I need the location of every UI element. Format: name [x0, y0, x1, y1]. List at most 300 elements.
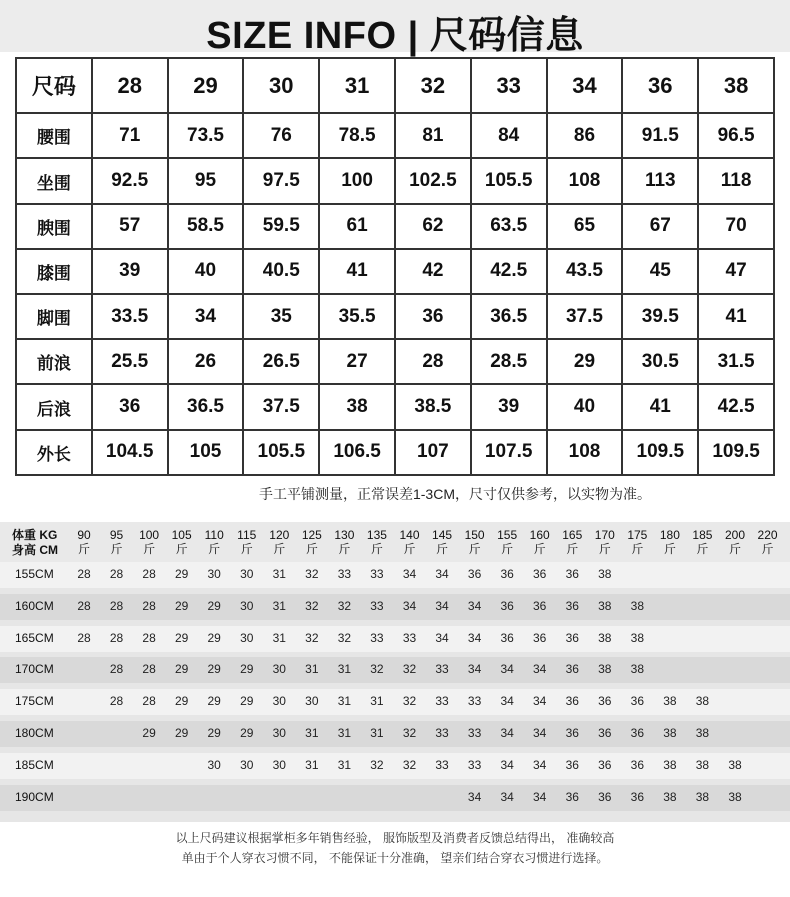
size-recommendation: 34 [500, 757, 514, 772]
measure-value: 47 [698, 249, 774, 294]
size-recommendation: 28 [109, 694, 124, 709]
size-recommendation: 28 [142, 567, 156, 581]
measure-label: 后浪 [16, 384, 92, 429]
footer-line: 以上尺码建议根据掌柜多年销售经验， 服饰版型及消费者反馈总结得出， 准确较高 [175, 831, 615, 845]
size-header-cell: 31 [319, 58, 395, 113]
measure-value: 38 [319, 384, 395, 429]
size-row [16, 384, 774, 429]
measure-value: 42.5 [698, 384, 774, 429]
measure-note: 手工平铺测量，正常误差1-3CM，尺寸仅供参考，以实物为准。 [258, 486, 651, 502]
size-recommendation: 33 [467, 757, 482, 772]
measure-value: 27 [319, 339, 395, 384]
size-recommendation: 36 [500, 598, 514, 613]
size-recommendation: 28 [142, 598, 156, 613]
measure-value: 37.5 [243, 384, 319, 429]
measure-value: 28 [395, 339, 471, 384]
height-label: 190CM [15, 789, 54, 804]
size-recommendation: 38 [598, 567, 612, 581]
weight-value: 125 [301, 528, 322, 542]
measure-value: 105.5 [243, 430, 319, 475]
measure-value: 40 [547, 384, 623, 429]
size-recommendation: 31 [337, 757, 352, 772]
size-recommendation: 31 [272, 567, 286, 581]
size-header-row [16, 58, 774, 113]
size-recommendation: 29 [174, 726, 189, 740]
size-recommendation: 31 [272, 630, 286, 645]
size-recommendation: 36 [565, 757, 579, 772]
weight-value: 140 [399, 528, 420, 542]
measure-value: 40 [168, 249, 244, 294]
measure-value: 105 [168, 430, 244, 475]
measure-value: 36 [395, 294, 471, 339]
measure-label: 膝围 [16, 249, 92, 294]
size-recommendation: 34 [533, 726, 547, 740]
size-recommendation: 34 [500, 726, 514, 740]
size-recommendation: 29 [240, 726, 254, 740]
size-recommendation: 34 [467, 789, 482, 804]
size-recommendation: 36 [598, 789, 612, 804]
size-header-cell: 38 [698, 58, 774, 113]
size-recommendation: 38 [663, 694, 677, 709]
measure-value: 45 [622, 249, 698, 294]
size-recommendation: 29 [207, 630, 221, 645]
size-recommendation: 33 [435, 662, 449, 677]
measure-value: 30.5 [622, 339, 698, 384]
size-recommendation: 28 [109, 567, 124, 581]
size-recommendation: 30 [240, 757, 254, 772]
size-recommendation: 33 [435, 757, 449, 772]
measure-value: 96.5 [698, 113, 774, 158]
size-recommendation: 29 [207, 726, 221, 740]
size-row [16, 430, 774, 475]
size-recommendation: 32 [337, 598, 352, 613]
size-header-cell: 30 [243, 58, 319, 113]
height-row [0, 657, 790, 683]
measure-value: 71 [92, 113, 168, 158]
size-recommendation: 33 [467, 694, 482, 709]
size-header-cell: 32 [395, 58, 471, 113]
weight-unit: 斤 [598, 542, 611, 556]
size-recommendation: 36 [533, 630, 547, 645]
size-recommendation: 30 [207, 567, 221, 581]
measure-value: 109.5 [698, 430, 774, 475]
measure-value: 58.5 [168, 204, 244, 249]
size-recommendation: 38 [695, 726, 710, 740]
size-recommendation: 31 [337, 694, 352, 709]
measure-label: 脚围 [16, 294, 92, 339]
measure-value: 35.5 [319, 294, 395, 339]
measure-value: 26.5 [243, 339, 319, 384]
size-recommendation: 29 [240, 694, 254, 709]
size-recommendation: 36 [630, 789, 645, 804]
size-recommendation: 36 [565, 726, 579, 740]
size-recommendation: 30 [272, 694, 286, 709]
weight-unit: 斤 [631, 542, 644, 556]
recommend-header [0, 522, 790, 562]
size-recommendation: 33 [402, 630, 417, 645]
height-label: 185CM [15, 757, 54, 772]
size-recommendation: 32 [370, 757, 384, 772]
size-table [15, 57, 775, 476]
size-recommendation: 31 [272, 598, 286, 613]
size-header-cell: 36 [622, 58, 698, 113]
weight-unit: 斤 [110, 542, 123, 556]
weight-value: 130 [334, 528, 355, 542]
size-recommendation: 36 [565, 598, 579, 613]
size-recommendation: 38 [663, 757, 677, 772]
height-label: 165CM [15, 630, 54, 645]
size-recommendation: 29 [174, 662, 189, 677]
measure-value: 35 [243, 294, 319, 339]
measure-value: 109.5 [622, 430, 698, 475]
size-recommendation: 32 [402, 726, 417, 740]
size-recommendation: 38 [663, 789, 677, 804]
size-recommendation: 36 [630, 694, 645, 709]
size-recommendation: 34 [467, 598, 482, 613]
weight-value: 180 [659, 528, 680, 542]
size-recommendation: 29 [174, 598, 189, 613]
size-recommendation: 29 [207, 662, 221, 677]
measure-value: 36.5 [471, 294, 547, 339]
measure-value: 41 [622, 384, 698, 429]
height-label: 160CM [15, 598, 54, 613]
size-recommendation: 36 [500, 567, 514, 581]
corner-label [12, 528, 58, 558]
size-recommendation: 36 [533, 567, 547, 581]
measure-value: 59.5 [243, 204, 319, 249]
weight-value: 200 [724, 528, 746, 542]
page-title: SIZE INFO | 尺码信息 [206, 15, 584, 57]
measure-value: 107 [395, 430, 471, 475]
measure-value: 95 [168, 158, 244, 203]
measure-value: 25.5 [92, 339, 168, 384]
size-recommendation: 36 [565, 694, 579, 709]
size-recommendation: 34 [467, 662, 482, 677]
size-recommendation: 36 [565, 662, 579, 677]
weight-unit: 斤 [761, 542, 774, 556]
size-recommendation: 32 [402, 757, 417, 772]
size-recommendation: 29 [174, 694, 189, 709]
size-recommendation: 28 [77, 630, 91, 645]
measure-value: 106.5 [319, 430, 395, 475]
height-label: 175CM [15, 694, 54, 709]
weight-value: 155 [497, 528, 518, 542]
size-recommendation: 34 [435, 598, 449, 613]
measure-value: 61 [319, 204, 395, 249]
size-recommendation: 34 [500, 789, 514, 804]
size-recommendation: 29 [174, 567, 189, 581]
size-recommendation: 34 [500, 694, 514, 709]
size-recommendation: 28 [77, 567, 91, 581]
height-label: 180CM [15, 726, 54, 740]
size-recommendation: 33 [370, 598, 384, 613]
size-recommendation: 32 [305, 567, 319, 581]
size-recommendation: 29 [142, 726, 156, 740]
size-recommendation: 30 [240, 567, 254, 581]
weight-unit: 斤 [175, 542, 188, 556]
size-recommendation: 33 [370, 567, 384, 581]
size-recommendation: 36 [598, 757, 612, 772]
size-recommendation: 28 [142, 662, 156, 677]
measure-value: 76 [243, 113, 319, 158]
corner-height-label: 身高 CM [12, 543, 58, 557]
height-row [0, 626, 790, 652]
measure-value: 43.5 [547, 249, 623, 294]
weight-unit: 斤 [436, 542, 449, 556]
size-recommendation: 34 [533, 662, 547, 677]
size-recommendation: 30 [240, 630, 254, 645]
size-recommendation: 30 [240, 598, 254, 613]
measure-value: 108 [547, 430, 623, 475]
weight-unit: 斤 [273, 542, 286, 556]
weight-value: 120 [269, 528, 290, 542]
size-recommendation: 29 [207, 694, 221, 709]
measure-value: 41 [319, 249, 395, 294]
size-recommendation: 33 [467, 726, 482, 740]
size-recommendation: 38 [728, 757, 742, 772]
size-recommendation: 36 [598, 726, 612, 740]
size-recommendation: 36 [630, 726, 645, 740]
size-recommendation: 34 [435, 630, 449, 645]
weight-value: 165 [562, 528, 583, 542]
size-recommendation: 31 [305, 757, 319, 772]
size-recommendation: 36 [500, 630, 514, 645]
size-recommendation: 36 [565, 630, 579, 645]
size-row [16, 158, 774, 203]
measure-value: 73.5 [168, 113, 244, 158]
size-recommendation: 38 [695, 789, 710, 804]
size-recommendation: 30 [272, 757, 286, 772]
height-row [0, 721, 790, 747]
size-recommendation: 38 [598, 598, 612, 613]
measure-label: 坐围 [16, 158, 92, 203]
height-row [0, 689, 790, 715]
weight-unit: 斤 [566, 542, 579, 556]
size-recommendation: 31 [370, 726, 384, 740]
measure-value: 42 [395, 249, 471, 294]
size-recommendation: 28 [142, 630, 156, 645]
size-recommendation: 29 [207, 598, 221, 613]
measure-value: 36.5 [168, 384, 244, 429]
measure-value: 108 [547, 158, 623, 203]
size-recommendation: 34 [402, 567, 417, 581]
size-recommendation: 28 [109, 598, 124, 613]
measure-value: 57 [92, 204, 168, 249]
measure-value: 78.5 [319, 113, 395, 158]
weight-value: 110 [204, 528, 224, 542]
weight-unit: 斤 [501, 542, 514, 556]
size-recommendation: 32 [402, 694, 417, 709]
measure-value: 118 [698, 158, 774, 203]
measure-value: 42.5 [471, 249, 547, 294]
size-recommendation: 38 [695, 757, 710, 772]
measure-value: 65 [547, 204, 623, 249]
size-header-cell: 29 [168, 58, 244, 113]
measure-value: 84 [471, 113, 547, 158]
size-recommendation: 36 [533, 598, 547, 613]
size-recommendation: 38 [663, 726, 677, 740]
measure-value: 28.5 [471, 339, 547, 384]
size-header-label: 尺码 [16, 58, 92, 113]
size-recommendation: 30 [272, 662, 286, 677]
height-row [0, 562, 790, 588]
weight-unit: 斤 [143, 542, 156, 556]
measure-value: 29 [547, 339, 623, 384]
size-recommendation: 32 [402, 662, 417, 677]
size-row [16, 339, 774, 384]
measure-value: 40.5 [243, 249, 319, 294]
weight-value: 170 [594, 528, 615, 542]
measure-value: 37.5 [547, 294, 623, 339]
measure-value: 26 [168, 339, 244, 384]
size-recommendation: 31 [305, 662, 319, 677]
measure-value: 63.5 [471, 204, 547, 249]
measure-label: 腴围 [16, 204, 92, 249]
weight-unit: 斤 [533, 542, 546, 556]
weight-value: 175 [627, 528, 648, 542]
size-recommendation: 38 [630, 598, 645, 613]
measure-value: 81 [395, 113, 471, 158]
weight-value: 220 [757, 528, 778, 542]
size-recommendation: 33 [435, 726, 449, 740]
weight-value: 150 [464, 528, 485, 542]
measure-value: 41 [698, 294, 774, 339]
size-recommendation: 28 [109, 630, 124, 645]
size-recommendation: 33 [435, 694, 449, 709]
weight-value: 160 [529, 528, 550, 542]
measure-value: 104.5 [92, 430, 168, 475]
measure-value: 62 [395, 204, 471, 249]
measure-label: 前浪 [16, 339, 92, 384]
weight-value: 115 [237, 528, 257, 542]
size-recommendation: 34 [402, 598, 417, 613]
measure-value: 86 [547, 113, 623, 158]
size-recommendation: 29 [240, 662, 254, 677]
size-recommendation: 38 [630, 662, 645, 677]
size-recommendation: 30 [272, 726, 286, 740]
size-recommendation: 36 [598, 694, 612, 709]
size-recommendation: 31 [370, 694, 384, 709]
measure-value: 36 [92, 384, 168, 429]
size-recommendation: 31 [305, 726, 319, 740]
size-recommendation: 38 [630, 630, 645, 645]
measure-value: 105.5 [471, 158, 547, 203]
measure-value: 92.5 [92, 158, 168, 203]
size-recommendation: 36 [565, 789, 579, 804]
size-row [16, 113, 774, 158]
size-recommendation: 34 [500, 662, 514, 677]
footer-line: 单由于个人穿衣习惯不同， 不能保证十分准确， 望亲们结合穿衣习惯进行选择。 [181, 851, 609, 865]
weight-value: 135 [366, 528, 387, 542]
weight-unit: 斤 [208, 542, 221, 556]
weight-unit: 斤 [403, 542, 416, 556]
measure-value: 91.5 [622, 113, 698, 158]
height-label: 155CM [15, 567, 54, 581]
weight-unit: 斤 [663, 542, 676, 556]
weight-value: 145 [432, 528, 453, 542]
size-recommendation: 30 [305, 694, 319, 709]
size-header-cell: 34 [547, 58, 623, 113]
size-recommendation: 33 [337, 567, 352, 581]
weight-unit: 斤 [338, 542, 351, 556]
weight-unit: 斤 [370, 542, 383, 556]
size-recommendation: 28 [109, 662, 124, 677]
weight-value: 90 [77, 528, 91, 542]
size-recommendation: 28 [142, 694, 156, 709]
size-recommendation: 38 [695, 694, 710, 709]
height-row [0, 785, 790, 811]
size-row [16, 294, 774, 339]
measure-value: 67 [622, 204, 698, 249]
measure-value: 97.5 [243, 158, 319, 203]
size-header-cell: 33 [471, 58, 547, 113]
measure-label: 外长 [16, 430, 92, 475]
size-recommendation: 34 [533, 694, 547, 709]
weight-value: 95 [109, 528, 124, 542]
size-row [16, 204, 774, 249]
size-recommendation: 36 [630, 757, 645, 772]
measure-value: 102.5 [395, 158, 471, 203]
weight-value: 105 [171, 528, 192, 542]
size-recommendation: 38 [598, 630, 612, 645]
measure-value: 70 [698, 204, 774, 249]
measure-value: 107.5 [471, 430, 547, 475]
weight-unit: 斤 [468, 542, 481, 556]
footer-note [0, 828, 790, 868]
weight-column-header [748, 528, 788, 556]
size-recommendation: 36 [467, 567, 482, 581]
weight-unit: 斤 [305, 542, 318, 556]
size-recommendation: 30 [207, 757, 221, 772]
size-recommendation: 29 [174, 630, 189, 645]
size-recommendation: 34 [533, 789, 547, 804]
size-recommendation: 32 [337, 630, 352, 645]
weight-unit: 斤 [240, 542, 253, 556]
measure-value: 113 [622, 158, 698, 203]
height-row [0, 753, 790, 779]
size-recommendation: 32 [305, 630, 319, 645]
measure-value: 38.5 [395, 384, 471, 429]
weight-unit: 斤 [696, 542, 709, 556]
size-recommendation: 31 [337, 726, 352, 740]
size-recommendation: 34 [467, 630, 482, 645]
size-recommendation: 33 [370, 630, 384, 645]
measure-value: 39 [92, 249, 168, 294]
size-recommendation: 38 [598, 662, 612, 677]
size-recommendation: 36 [565, 567, 579, 581]
measure-value: 100 [319, 158, 395, 203]
size-recommendation: 28 [77, 598, 91, 613]
size-row [16, 249, 774, 294]
measure-label: 腰围 [16, 113, 92, 158]
measure-value: 39 [471, 384, 547, 429]
corner-weight-label: 体重 KG [12, 528, 58, 542]
size-recommendation: 34 [435, 567, 449, 581]
weight-unit: 斤 [728, 542, 741, 556]
weight-value: 185 [692, 528, 713, 542]
size-recommendation: 38 [728, 789, 742, 804]
size-recommendation: 32 [370, 662, 384, 677]
weight-unit: 斤 [77, 542, 90, 556]
weight-value: 100 [139, 528, 160, 542]
height-row [0, 594, 790, 620]
measure-value: 33.5 [92, 294, 168, 339]
height-label: 170CM [15, 662, 54, 677]
measure-value: 31.5 [698, 339, 774, 384]
size-recommendation: 32 [305, 598, 319, 613]
size-recommendation: 31 [337, 662, 352, 677]
measure-value: 34 [168, 294, 244, 339]
